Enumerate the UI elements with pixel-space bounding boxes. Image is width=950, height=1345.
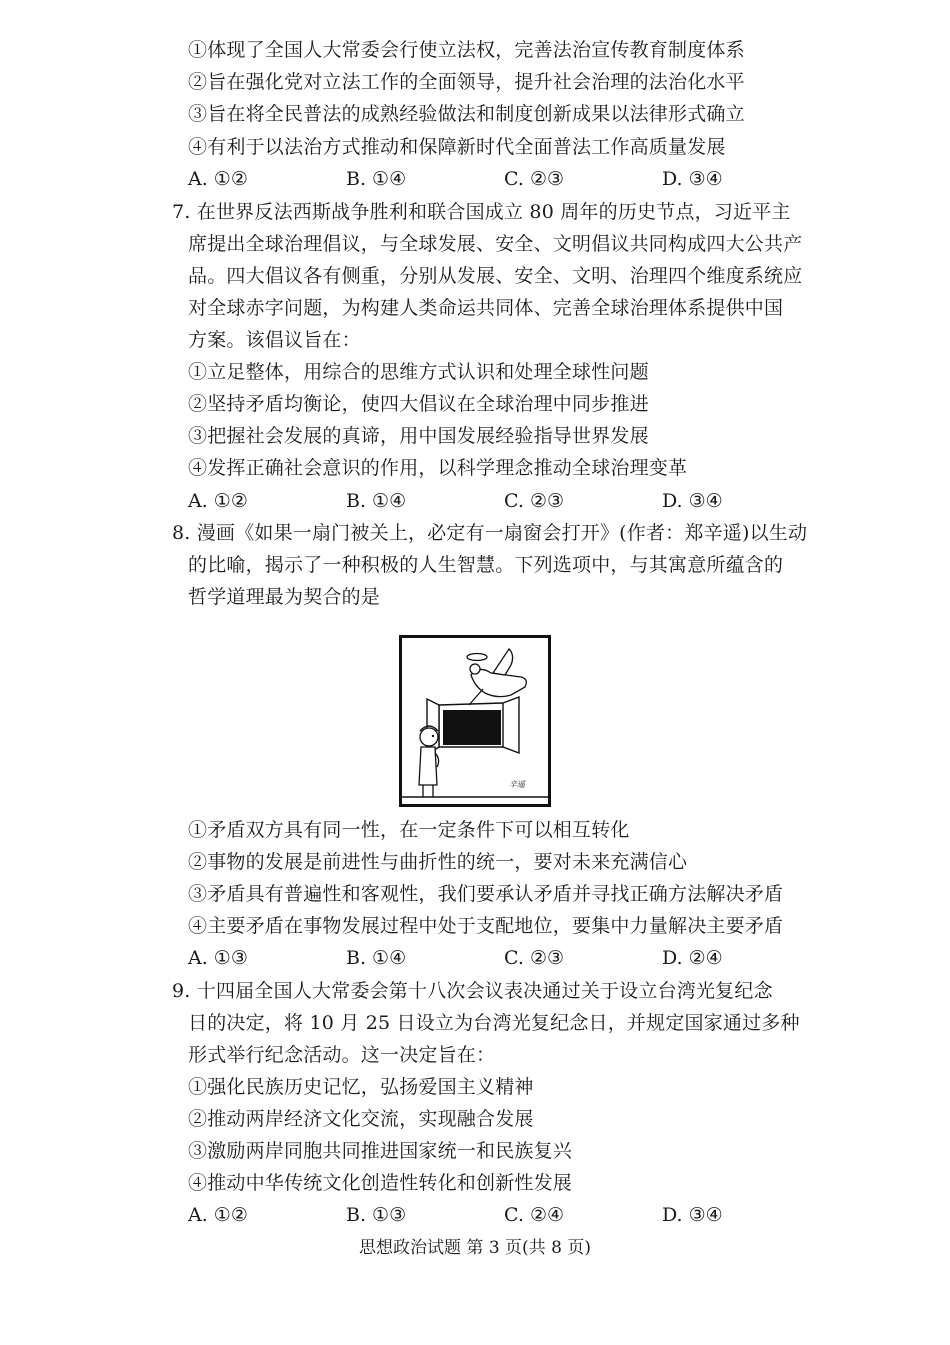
- q8-statement-4: ④主要矛盾在事物发展过程中处于支配地位，要集中力量解决主要矛盾: [188, 915, 784, 937]
- q7-option-c: C. ②③: [504, 490, 565, 512]
- q7-options: [188, 488, 798, 514]
- q8-options: [188, 945, 798, 971]
- q7-statement-4: ④发挥正确社会意识的作用，以科学理念推动全球治理变革: [188, 457, 688, 479]
- q7-stem-line-5: 方案。该倡议旨在：: [188, 329, 361, 351]
- q9-stem-line-2: 日的决定，将 10 月 25 日设立为台湾光复纪念日，并规定国家通过多种: [188, 1012, 800, 1034]
- q6-options: [188, 166, 798, 192]
- q7-stem-line-3: 品。四大倡议各有侧重，分别从发展、安全、文明、治理四个维度系统应: [188, 265, 803, 287]
- q8-option-a: A. ①③: [188, 947, 248, 969]
- q8-statement-3: ③矛盾具有普遍性和客观性，我们要承认矛盾并寻找正确方法解决矛盾: [188, 883, 784, 905]
- q9-option-d: D. ③④: [662, 1204, 723, 1226]
- q8-statement-1: ①矛盾双方具有同一性，在一定条件下可以相互转化: [188, 819, 630, 841]
- q9-statement-4: ④推动中华传统文化创造性转化和创新性发展: [188, 1172, 573, 1194]
- q9-stem-line-1: 9. 十四届全国人大常委会第十八次会议表决通过关于设立台湾光复纪念: [172, 980, 773, 1002]
- cartoon-signature: 辛遥: [509, 780, 525, 789]
- q6-statement-4: ④有利于以法治方式推动和保障新时代全面普法工作高质量发展: [188, 136, 726, 158]
- q8-option-d: D. ②④: [662, 947, 723, 969]
- q9-option-a: A. ①②: [188, 1204, 248, 1226]
- q6-option-b: B. ①④: [346, 168, 407, 190]
- q6-statement-2: ②旨在强化党对立法工作的全面领导，提升社会治理的法治化水平: [188, 71, 745, 93]
- q7-option-b: B. ①④: [346, 490, 407, 512]
- q8-statement-2: ②事物的发展是前进性与曲折性的统一，要对未来充满信心: [188, 851, 688, 873]
- q6-option-c: C. ②③: [504, 168, 565, 190]
- q7-statement-3: ③把握社会发展的真谛，用中国发展经验指导世界发展: [188, 425, 649, 447]
- q6-statement-1: ①体现了全国人大常委会行使立法权，完善法治宣传教育制度体系: [188, 39, 745, 61]
- q9-options: [188, 1202, 798, 1228]
- q7-statement-1: ①立足整体，用综合的思维方式认识和处理全球性问题: [188, 361, 649, 383]
- q6-option-d: D. ③④: [662, 168, 723, 190]
- q9-stem-line-3: 形式举行纪念活动。这一决定旨在：: [188, 1044, 496, 1066]
- q9-option-c: C. ②④: [504, 1204, 565, 1226]
- q8-stem-line-3: 哲学道理最为契合的是: [188, 586, 381, 608]
- q7-stem-line-4: 对全球赤字问题，为构建人类命运共同体、完善全球治理体系提供中国: [188, 297, 784, 319]
- q6-statement-3: ③旨在将全民普法的成熟经验做法和制度创新成果以法律形式确立: [188, 103, 745, 125]
- q9-statement-3: ③激励两岸同胞共同推进国家统一和民族复兴: [188, 1140, 573, 1162]
- q6-option-a: A. ①②: [188, 168, 248, 190]
- door-window-cartoon: [399, 635, 551, 807]
- q8-option-b: B. ①④: [346, 947, 407, 969]
- q7-stem-line-1: 7. 在世界反法西斯战争胜利和联合国成立 80 周年的历史节点，习近平主: [172, 201, 791, 223]
- q7-option-d: D. ③④: [662, 490, 723, 512]
- q9-option-b: B. ①③: [346, 1204, 407, 1226]
- q9-statement-2: ②推动两岸经济文化交流，实现融合发展: [188, 1108, 534, 1130]
- q8-option-c: C. ②③: [504, 947, 565, 969]
- q8-stem-line-1: 8. 漫画《如果一扇门被关上，必定有一扇窗会打开》(作者：郑辛遥)以生动: [172, 522, 808, 544]
- page-footer: 思想政治试题 第 3 页(共 8 页): [359, 1238, 591, 1258]
- q7-statement-2: ②坚持矛盾均衡论，使四大倡议在全球治理中同步推进: [188, 393, 649, 415]
- q7-option-a: A. ①②: [188, 490, 248, 512]
- q7-stem-line-2: 席提出全球治理倡议，与全球发展、安全、文明倡议共同构成四大公共产: [188, 233, 803, 255]
- q8-stem-line-2: 的比喻，揭示了一种积极的人生智慧。下列选项中，与其寓意所蕴含的: [188, 554, 784, 576]
- q9-statement-1: ①强化民族历史记忆，弘扬爱国主义精神: [188, 1076, 534, 1098]
